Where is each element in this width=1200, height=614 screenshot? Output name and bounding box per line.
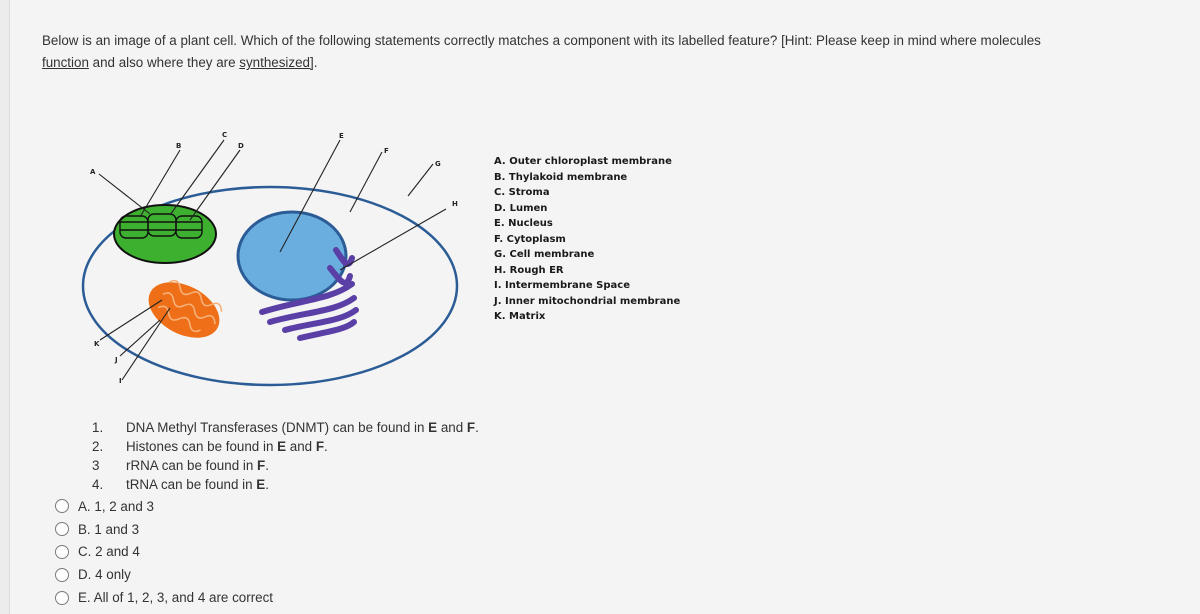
legend-item-h: H. Rough ER	[494, 264, 564, 276]
legend-item-b: B. Thylakoid membrane	[494, 171, 628, 183]
statement-number: 2.	[92, 439, 104, 454]
statement-conj: and	[437, 420, 467, 435]
statement-text-main: rRNA can be found in	[126, 458, 258, 473]
radio-button[interactable]	[55, 591, 69, 605]
legend-item-j: J. Inner mitochondrial membrane	[494, 295, 681, 307]
option-label: A. 1, 2 and 3	[78, 498, 154, 514]
legend-item-a: A. Outer chloroplast membrane	[494, 156, 672, 167]
mitochondrion	[139, 271, 229, 349]
option-a[interactable]	[55, 495, 273, 518]
statement-3	[92, 456, 479, 475]
question-line-2-end: .	[313, 55, 318, 70]
letter-b: B	[176, 142, 182, 150]
question-line-2-mid: and also where they are	[88, 55, 240, 70]
statement-list	[92, 418, 479, 494]
radio-button[interactable]	[55, 545, 69, 559]
legend-item-d: D. Lumen	[494, 202, 548, 214]
statement-text-main: DNA Methyl Transferases (DNMT) can be found in	[126, 420, 429, 435]
radio-button[interactable]	[55, 499, 69, 513]
left-edge-bar	[0, 0, 10, 614]
letter-j: J	[115, 356, 118, 364]
letter-a: A	[90, 168, 96, 176]
statement-text-main: tRNA can be found in	[126, 477, 257, 492]
option-label: B. 1 and 3	[78, 521, 140, 537]
option-label: E. All of 1, 2, 3, and 4 are correct	[78, 590, 274, 606]
statement-text	[126, 475, 269, 494]
radio-button[interactable]	[55, 522, 69, 536]
statement-end: .	[475, 420, 479, 435]
statement-label-1: E	[256, 477, 266, 492]
statement-label-1: E	[428, 420, 438, 435]
statement-text	[126, 456, 269, 475]
synthesized-term: synthesized]	[239, 55, 314, 70]
statement-label-2: F	[315, 439, 325, 454]
legend-item-i: I. Intermembrane Space	[494, 280, 630, 291]
legend-item-f: F. Cytoplasm	[494, 233, 566, 245]
function-term: function	[42, 55, 89, 70]
statement-label-2: F	[466, 420, 476, 435]
legend-item-c: C. Stroma	[494, 187, 550, 198]
letter-d: D	[238, 142, 244, 150]
statement-end: .	[324, 439, 328, 454]
legend-item-k: K. Matrix	[494, 311, 546, 322]
option-d[interactable]	[55, 563, 273, 586]
option-label: D. 4 only	[78, 567, 131, 583]
statement-2	[92, 437, 479, 456]
statement-1	[92, 418, 479, 437]
statement-end: .	[265, 458, 269, 473]
statement-label-1: F	[257, 458, 266, 473]
option-b[interactable]	[55, 518, 273, 541]
answer-options	[55, 495, 273, 609]
letter-c: C	[222, 131, 228, 139]
letter-e: E	[339, 132, 344, 140]
diagram-legend	[494, 154, 680, 325]
legend-item-e: E. Nucleus	[494, 218, 553, 229]
statement-label-1: E	[277, 439, 287, 454]
question-line-2	[42, 52, 1162, 74]
statement-text-main: Histones can be found in	[126, 439, 278, 454]
letter-f: F	[384, 147, 389, 155]
option-e[interactable]	[55, 586, 273, 609]
statement-number: 4.	[92, 477, 104, 492]
radio-button[interactable]	[55, 568, 69, 582]
statement-text	[126, 437, 328, 456]
question-text	[42, 30, 1162, 74]
nucleus	[238, 212, 346, 300]
question-line-1: Below is an image of a plant cell. Which of the following statements correctly matches a component with its labelled feature? [Hint: Please keep in mind where molecules	[42, 33, 1041, 48]
statement-number: 1.	[92, 420, 104, 435]
letter-k: K	[94, 340, 100, 348]
statement-4	[92, 475, 479, 494]
statement-number: 3	[92, 458, 100, 473]
statement-conj: and	[286, 439, 316, 454]
statement-end: .	[265, 477, 269, 492]
statement-text	[126, 418, 479, 437]
letter-g: G	[435, 160, 441, 168]
letter-i: I	[119, 377, 122, 385]
option-c[interactable]	[55, 541, 273, 564]
letter-h: H	[452, 200, 458, 208]
legend-item-g: G. Cell membrane	[494, 249, 595, 260]
option-label: C. 2 and 4	[78, 544, 140, 560]
plant-cell-diagram	[60, 120, 500, 400]
